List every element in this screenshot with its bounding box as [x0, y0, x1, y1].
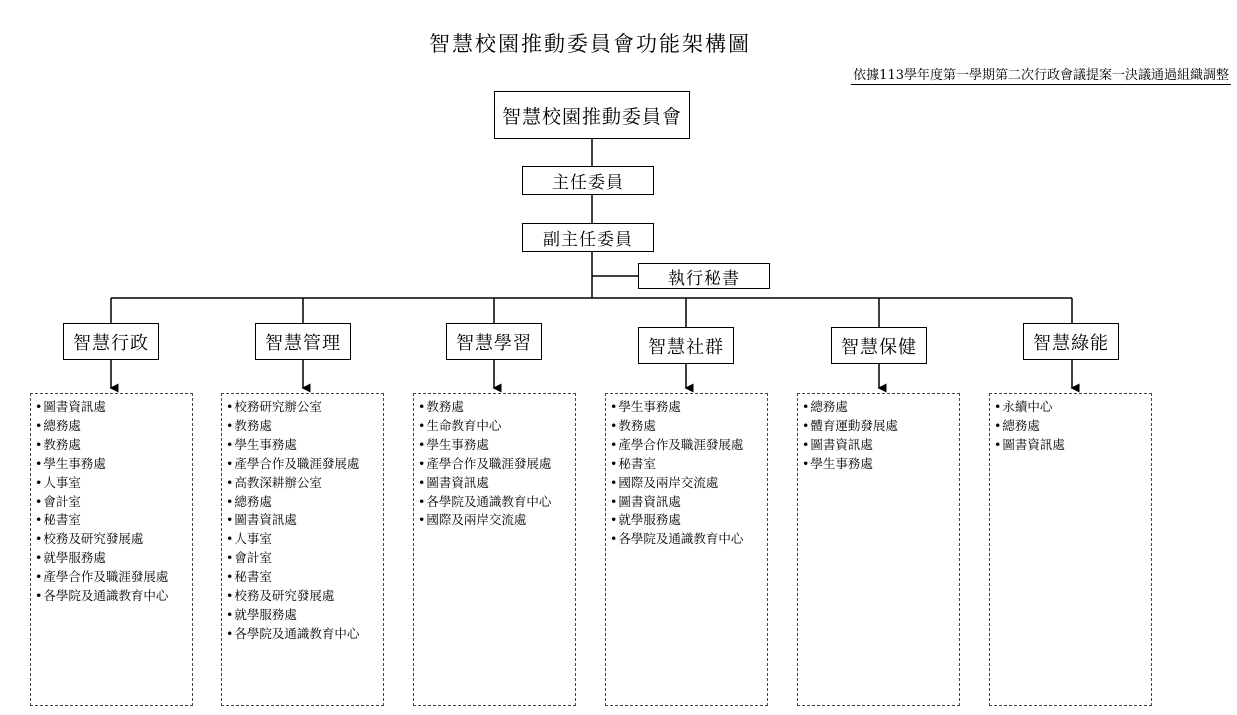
unit-item: • 教務處: [418, 398, 575, 417]
unit-item: • 學生事務處: [418, 436, 575, 455]
unit-list-management: [221, 393, 384, 706]
unit-item: • 人事室: [226, 530, 383, 549]
unit-item: • 學生事務處: [802, 455, 959, 474]
unit-item: • 國際及兩岸交流處: [610, 474, 767, 493]
unit-item: • 各學院及通識教育中心: [226, 625, 383, 644]
vice-chair-box: 副主任委員: [522, 223, 654, 252]
unit-item: • 圖書資訊處: [802, 436, 959, 455]
unit-list-health: [797, 393, 960, 706]
unit-item: • 就學服務處: [35, 549, 192, 568]
unit-item: • 產學合作及職涯發展處: [226, 455, 383, 474]
unit-item: • 總務處: [994, 417, 1151, 436]
unit-item: • 生命教育中心: [418, 417, 575, 436]
unit-item: • 圖書資訊處: [994, 436, 1151, 455]
unit-item: • 各學院及通識教育中心: [35, 587, 192, 606]
unit-item: • 學生事務處: [35, 455, 192, 474]
dept-box-management: 智慧管理: [255, 323, 351, 360]
unit-item: • 校務及研究發展處: [35, 530, 192, 549]
unit-item: • 各學院及通識教育中心: [418, 493, 575, 512]
unit-item: • 產學合作及職涯發展處: [610, 436, 767, 455]
diagram-title: 智慧校園推動委員會功能架構圖: [429, 32, 751, 56]
unit-item: • 圖書資訊處: [610, 493, 767, 512]
unit-item: • 永續中心: [994, 398, 1151, 417]
unit-item: • 學生事務處: [226, 436, 383, 455]
unit-item: • 校務研究辦公室: [226, 398, 383, 417]
unit-item: • 教務處: [35, 436, 192, 455]
unit-item: • 校務及研究發展處: [226, 587, 383, 606]
dept-box-learning: 智慧學習: [446, 323, 542, 360]
unit-item: • 人事室: [35, 474, 192, 493]
unit-list-learning: [413, 393, 576, 706]
unit-item: • 產學合作及職涯發展處: [418, 455, 575, 474]
unit-item: • 高教深耕辦公室: [226, 474, 383, 493]
unit-item: • 國際及兩岸交流處: [418, 511, 575, 530]
unit-item: • 圖書資訊處: [35, 398, 192, 417]
dept-box-admin: 智慧行政: [63, 323, 159, 360]
dept-box-community: 智慧社群: [638, 327, 734, 364]
unit-item: • 總務處: [35, 417, 192, 436]
unit-list-community: [605, 393, 768, 706]
chair-box: 主任委員: [522, 166, 654, 195]
unit-item: • 產學合作及職涯發展處: [35, 568, 192, 587]
unit-item: • 就學服務處: [226, 606, 383, 625]
unit-list-green-energy: [989, 393, 1152, 706]
unit-list-admin: [30, 393, 193, 706]
adjustment-note: 依據113學年度第一學期第二次行政會議提案一決議通過組織調整: [851, 64, 1231, 85]
unit-item: • 各學院及通識教育中心: [610, 530, 767, 549]
unit-item: • 圖書資訊處: [226, 511, 383, 530]
unit-item: • 教務處: [226, 417, 383, 436]
unit-item: • 圖書資訊處: [418, 474, 575, 493]
unit-item: • 秘書室: [35, 511, 192, 530]
dept-box-health: 智慧保健: [831, 327, 927, 364]
committee-box: 智慧校園推動委員會: [494, 91, 690, 139]
unit-item: • 總務處: [226, 493, 383, 512]
unit-item: • 教務處: [610, 417, 767, 436]
unit-item: • 總務處: [802, 398, 959, 417]
dept-box-green-energy: 智慧綠能: [1023, 323, 1119, 360]
unit-item: • 會計室: [226, 549, 383, 568]
unit-item: • 秘書室: [226, 568, 383, 587]
unit-item: • 會計室: [35, 493, 192, 512]
unit-item: • 學生事務處: [610, 398, 767, 417]
unit-item: • 體育運動發展處: [802, 417, 959, 436]
secretary-box: 執行秘書: [638, 263, 770, 289]
unit-item: • 秘書室: [610, 455, 767, 474]
unit-item: • 就學服務處: [610, 511, 767, 530]
